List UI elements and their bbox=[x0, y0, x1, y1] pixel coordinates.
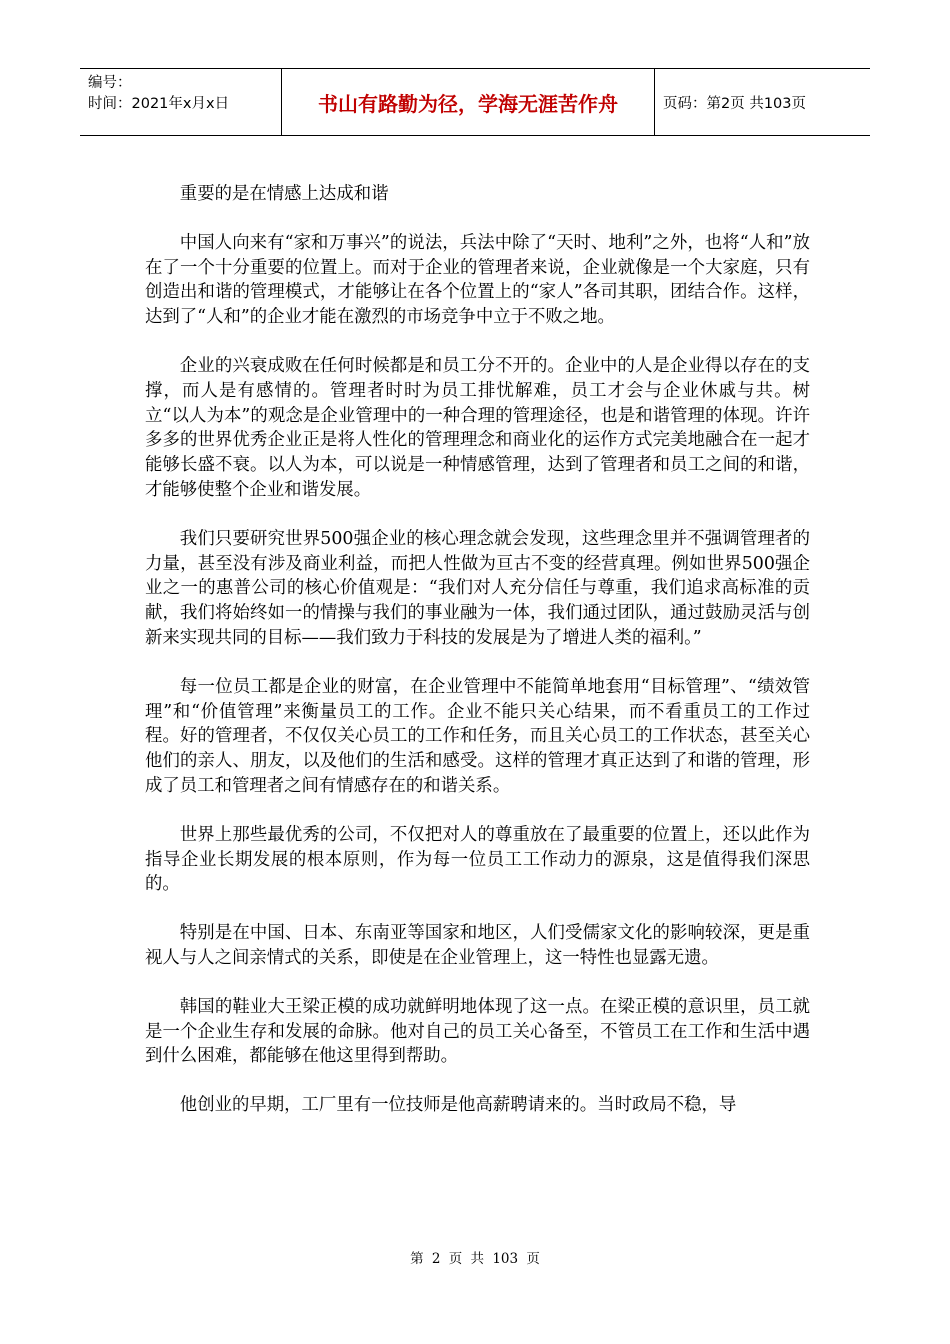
section-heading: 重要的是在情感上达成和谐 bbox=[179, 184, 389, 204]
header-page-info: 页码：第2页 共103页 bbox=[663, 95, 807, 112]
document-body bbox=[145, 182, 810, 1142]
document-time-label: 时间：2021年x月x日 bbox=[88, 96, 230, 112]
body-paragraph: 企业的兴衰成败在任何时候都是和员工分不开的。企业中的人是企业得以存在的支撑，而人是有感情的。管理者时时为员工排忧解难，员工才会与企业休戚与共。树立“以人为本”的观念是企业管理中的一种合理的管理途径，也是和谐管理的体现。许许多多的世界优秀企业正是将人性化的管理理念和商业化的运作方式完美地融合在一起才能够长盛不衰。以人为本，可以说是一种情感管理，达到了管理者和员工之间的和谐，才能够使整个企业和谐发展。 bbox=[145, 355, 810, 500]
body-paragraph: 他创业的早期，工厂里有一位技师是他高薪聘请来的。当时政局不稳，导 bbox=[179, 1095, 737, 1116]
header-meta bbox=[80, 69, 282, 135]
document-number-label: 编号： bbox=[88, 75, 132, 91]
body-paragraph: 中国人向来有“家和万事兴”的说法，兵法中除了“天时、地利”之外，也将“人和”放在了一个十分重要的位置上。而对于企业的管理者来说，企业就像是一个大家庭，只有创造出和谐的管理模式，才能够让在各个位置上的“家人”各司其职，团结合作。这样，达到了“人和”的企业才能在激烈的市场竞争中立于不败之地。 bbox=[145, 232, 810, 328]
header-motto: 书山有路勤为径，学海无涯苦作舟 bbox=[282, 69, 655, 135]
page-header bbox=[80, 68, 870, 136]
body-paragraph: 每一位员工都是企业的财富，在企业管理中不能简单地套用“目标管理”、“绩效管理”和“价值管理”来衡量员工的工作。企业不能只关心结果，而不看重员工的工作过程。好的管理者，不仅仅关心员工的工作和任务，而且关心员工的工作状态，甚至关心他们的亲人、朋友，以及他们的生活和感受。这样的管理才真正达到了和谐的管理，形成了员工和管理者之间有情感存在的和谐关系。 bbox=[145, 676, 810, 796]
page-footer: 第 2 页 共 103 页 bbox=[410, 1251, 540, 1267]
body-paragraph: 我们只要研究世界500强企业的核心理念就会发现，这些理念里并不强调管理者的力量，甚至没有涉及商业利益，而把人性做为亘古不变的经营真理。例如世界500强企业之一的惠普公司的核心价值观是：“我们对人充分信任与尊重，我们追求高标准的贡献，我们将始终如一的情操与我们的事业融为一体，我们通过团队，通过鼓励灵活与创新来实现共同的目标——我们致力于科技的发展是为了增进人类的福利。” bbox=[145, 528, 810, 648]
body-paragraph: 特别是在中国、日本、东南亚等国家和地区，人们受儒家文化的影响较深，更是重视人与人之间亲情式的关系，即使是在企业管理上，这一特性也显露无遗。 bbox=[145, 923, 810, 968]
body-paragraph: 韩国的鞋业大王梁正模的成功就鲜明地体现了这一点。在梁正模的意识里，员工就是一个企业生存和发展的命脉。他对自己的员工关心备至，不管员工在工作和生活中遇到什么困难，都能够在他这里得到帮助。 bbox=[145, 996, 810, 1067]
body-paragraph: 世界上那些最优秀的公司，不仅把对人的尊重放在了最重要的位置上，还以此作为指导企业长期发展的根本原则，作为每一位员工工作动力的源泉，这是值得我们深思的。 bbox=[145, 824, 810, 895]
